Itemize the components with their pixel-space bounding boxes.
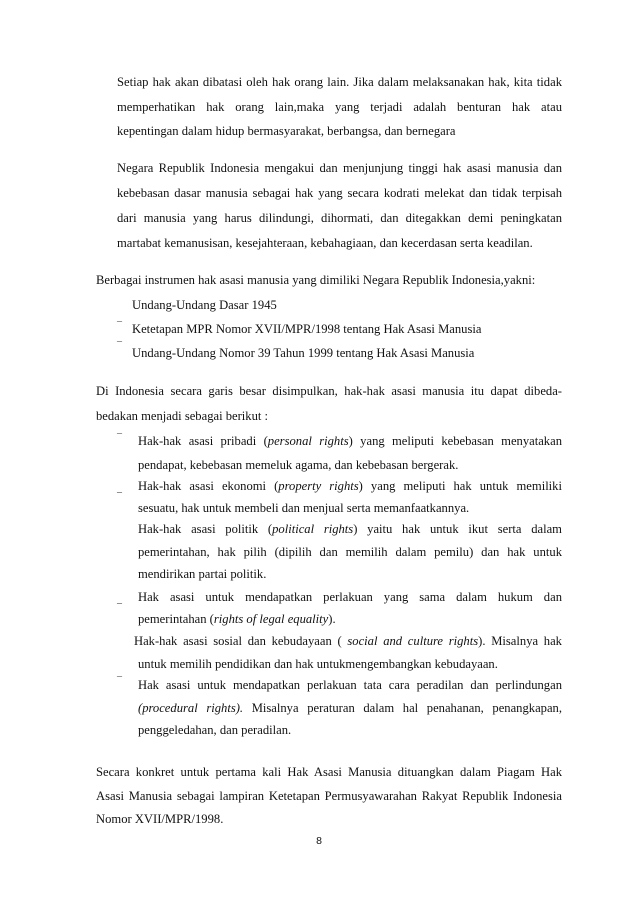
hak-sosial-line1: Hak-hak asasi sosial dan kebudayaan ( social and culture rights). Misalnya hak [134, 634, 562, 648]
intro2-line2: bedakan menjadi sebagai berikut : [96, 409, 269, 423]
hak-ekonomi-line1: Hak-hak asasi ekonomi (property rights) yang meliputi hak untuk memiliki [138, 479, 562, 493]
instrumen-item-2: Ketetapan MPR Nomor XVII/MPR/1998 tentang Hak Asasi Manusia [132, 322, 482, 336]
hak-politik-line2: pemerintahan, hak pilih (dipilih dan memilih dalam pemilu) dan hak untuk [138, 545, 562, 559]
list-bullet-mark: ¯ [117, 676, 122, 687]
hak-pribadi-line2: pendapat, kebebasan memeluk agama, dan kebebasan bergerak. [138, 458, 459, 472]
para2-line1: Negara Republik Indonesia mengakui dan menjunjung tinggi hak asasi manusia dan [117, 161, 562, 175]
para1-line3: kepentingan dalam hidup bermasyarakat, berbangsa, dan bernegara [117, 124, 456, 138]
hak-pribadi-line1: Hak-hak asasi pribadi (personal rights) yang meliputi kebebasan menyatakan [138, 434, 562, 448]
list-bullet-mark: _ [117, 594, 122, 605]
instrumen-item-1: Undang-Undang Dasar 1945 [132, 298, 277, 312]
hak-politik-line3: mendirikan partai politik. [138, 567, 267, 581]
list-bullet-mark: _ [117, 483, 122, 494]
closing-line1: Secara konkret untuk pertama kali Hak Asasi Manusia dituangkan dalam Piagam Hak [96, 765, 562, 779]
hak-prosedural-line2: (procedural rights). Misalnya peraturan dalam hal penahanan, penangkapan, [138, 701, 562, 715]
instrumen-item-3: Undang-Undang Nomor 39 Tahun 1999 tentang Hak Asasi Manusia [132, 346, 475, 360]
hak-prosedural-line3: penggeledahan, dan peradilan. [138, 723, 292, 737]
closing-line2: Asasi Manusia sebagai lampiran Ketetapan Permusyawarahan Rakyat Republik Indonesia [96, 789, 562, 803]
hak-hukum-line1: Hak asasi untuk mendapatkan perlakuan yang sama dalam hukum dan [138, 590, 562, 604]
hak-hukum-line2: pemerintahan (rights of legal equality). [138, 612, 336, 626]
hak-sosial-line2: untuk memilih pendidikan dan hak untukmengembangkan kebudayaan. [138, 657, 498, 671]
para1-line1: Setiap hak akan dibatasi oleh hak orang lain. Jika dalam melaksanakan hak, kita tidak [117, 75, 562, 89]
para2-line2: kebebasan dasar manusia sebagai hak yang secara kodrati melekat dan tidak terpisah [117, 186, 562, 200]
page-number: 8 [316, 835, 322, 847]
intro2-line1: Di Indonesia secara garis besar disimpulkan, hak-hak asasi manusia itu dapat dibeda- [96, 384, 562, 398]
hak-politik-line1: Hak-hak asasi politik (political rights) yaitu hak untuk ikut serta dalam [138, 522, 562, 536]
list-bullet-mark: ¯ [117, 341, 122, 352]
hak-prosedural-line1: Hak asasi untuk mendapatkan perlakuan tata cara peradilan dan perlindungan [138, 678, 562, 692]
para1-line2: memperhatikan hak orang lain,maka yang terjadi adalah benturan hak atau [117, 100, 562, 114]
para2-line4: martabat kemanusisan, kesejahteraan, kebahagiaan, dan kecerdasan serta keadilan. [117, 236, 533, 250]
para2-line3: dari manusia yang harus dilindungi, dihormati, dan ditegakkan demi peningkatan [117, 211, 562, 225]
list-bullet-mark: ¯ [117, 321, 122, 332]
instrumen-intro: Berbagai instrumen hak asasi manusia yang dimiliki Negara Republik Indonesia,yakni: [96, 273, 536, 287]
hak-ekonomi-line2: sesuatu, hak untuk membeli dan menjual serta memanfaatkannya. [138, 501, 470, 515]
closing-line3: Nomor XVII/MPR/1998. [96, 812, 224, 826]
list-bullet-mark: ¯ [117, 433, 122, 444]
